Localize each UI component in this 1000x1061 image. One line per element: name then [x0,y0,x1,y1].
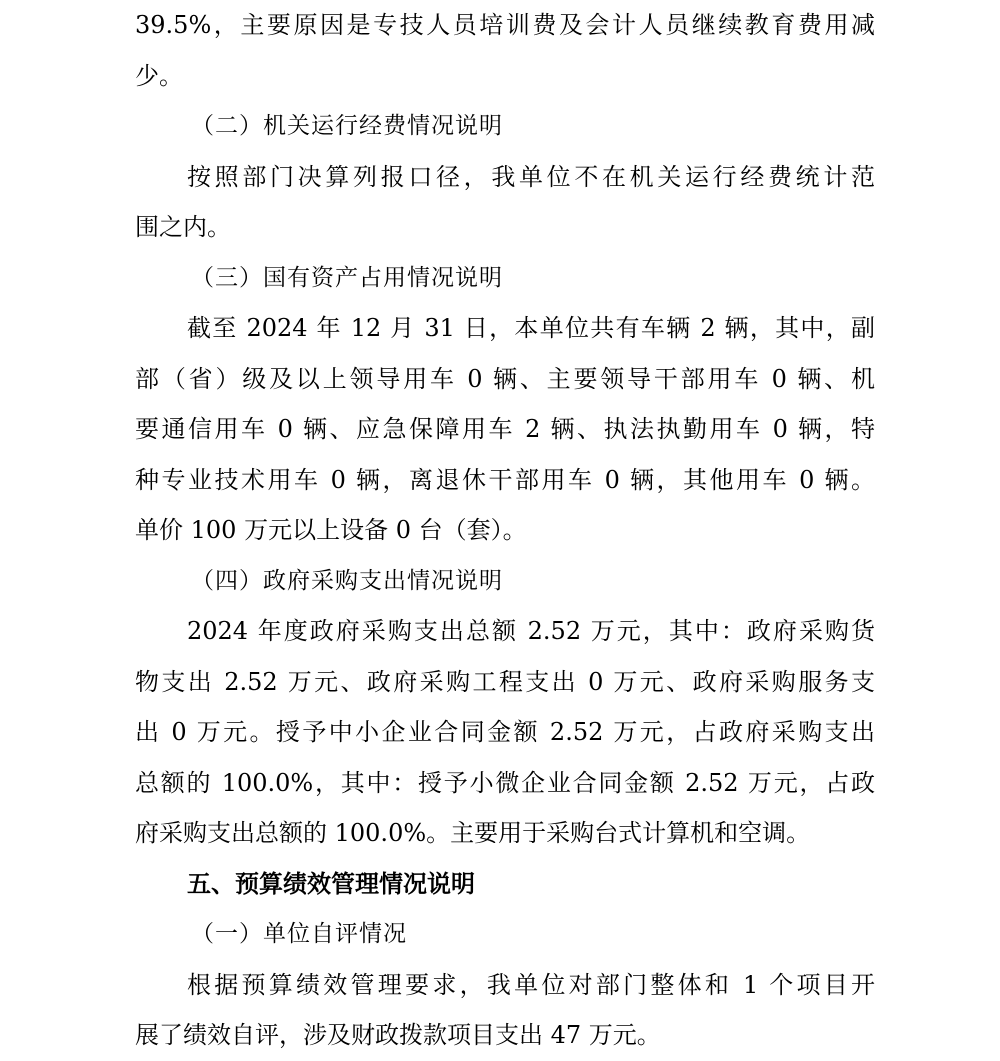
paragraph-line: 部（省）级及以上领导用车 0 辆、主要领导干部用车 0 辆、机 [135,364,875,393]
section-heading-performance: 五、预算绩效管理情况说明 [187,869,475,898]
paragraph-line: 2024 年度政府采购支出总额 2.52 万元，其中：政府采购货 [187,617,875,645]
paragraph-line: 根据预算绩效管理要求，我单位对部门整体和 1 个项目开 [187,970,875,999]
paragraph-line: 39.5%，主要原因是专技人员培训费及会计人员继续教育费用减 [135,11,875,39]
subheading-self-evaluation: （一）单位自评情况 [191,921,407,947]
paragraph-line: 按照部门决算列报口径，我单位不在机关运行经费统计范 [187,162,875,191]
paragraph-line: 展了绩效自评，涉及财政拨款项目支出 47 万元。 [135,1021,661,1049]
paragraph-line: 物支出 2.52 万元、政府采购工程支出 0 万元、政府采购服务支 [135,667,875,696]
subheading-government-procurement: （四）政府采购支出情况说明 [191,567,503,594]
paragraph-line: 总额的 100.0%，其中：授予小微企业合同金额 2.52 万元，占政 [135,768,875,797]
paragraph-line: 府采购支出总额的 100.0%。主要用于采购台式计算机和空调。 [135,819,811,847]
paragraph-line: 少。 [135,61,183,90]
paragraph-line: 单价 100 万元以上设备 0 台（套）。 [135,516,527,544]
subheading-operating-expenses: （二）机关运行经费情况说明 [191,113,503,139]
subheading-state-assets: （三）国有资产占用情况说明 [191,264,503,291]
paragraph-line: 要通信用车 0 辆、应急保障用车 2 辆、执法执勤用车 0 辆，特 [135,415,875,443]
document-page [135,0,875,1061]
paragraph-line: 出 0 万元。授予中小企业合同金额 2.52 万元，占政府采购支出 [135,718,875,746]
paragraph-line: 截至 2024 年 12 月 31 日，本单位共有车辆 2 辆，其中，副 [187,314,875,342]
paragraph-line: 围之内。 [135,213,231,241]
paragraph-line: 种专业技术用车 0 辆，离退休干部用车 0 辆，其他用车 0 辆。 [135,465,875,494]
